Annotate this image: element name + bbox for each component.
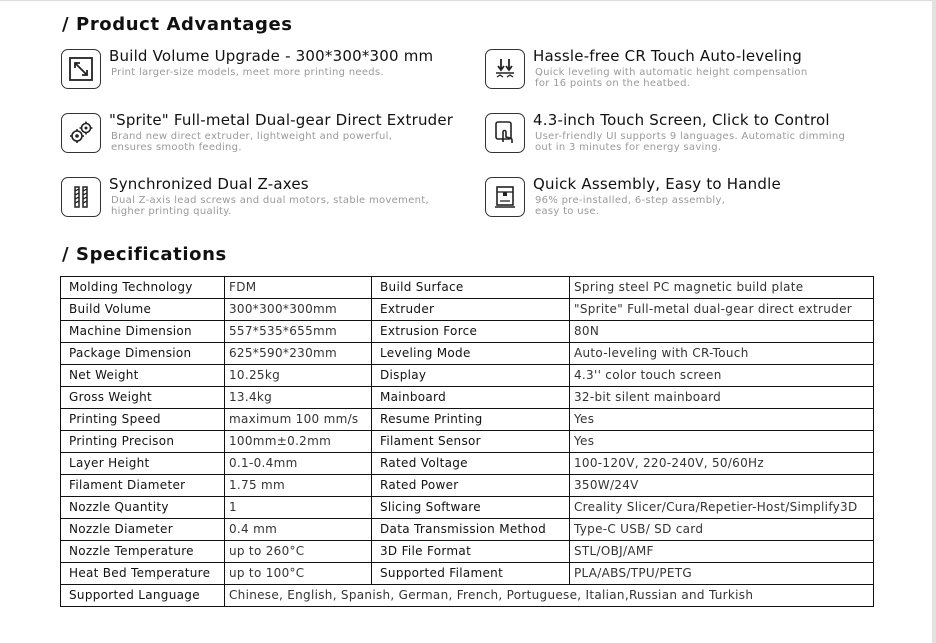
spec-value: 4.3'' color touch screen: [570, 365, 874, 387]
spec-label: Nozzle Diameter: [61, 519, 225, 541]
spec-value: STL/OBJ/AMF: [570, 541, 874, 563]
spec-label: Data Transmission Method: [372, 519, 570, 541]
spec-label: Layer Height: [61, 453, 225, 475]
feature-title: Hassle-free CR Touch Auto-leveling: [533, 47, 802, 65]
table-row: [61, 343, 874, 365]
spec-label: Slicing Software: [372, 497, 570, 519]
spec-value: 300*300*300mm: [225, 299, 372, 321]
spec-label: Build Volume: [61, 299, 225, 321]
spec-value: 557*535*655mm: [225, 321, 372, 343]
feature-title: Build Volume Upgrade - 300*300*300 mm: [109, 47, 434, 65]
spec-label: Gross Weight: [61, 387, 225, 409]
spec-label: Filament Diameter: [61, 475, 225, 497]
table-row: [61, 431, 874, 453]
spec-label: Heat Bed Temperature: [61, 563, 225, 585]
feature-title: Quick Assembly, Easy to Handle: [533, 175, 781, 193]
spec-label: Net Weight: [61, 365, 225, 387]
feature-title: 4.3-inch Touch Screen, Click to Control: [533, 111, 830, 129]
specifications-table: [60, 276, 874, 607]
table-row: [61, 453, 874, 475]
feature-desc: Quick leveling with automatic height compensation for 16 points on the heatbed.: [535, 67, 808, 89]
spec-value: "Sprite" Full-metal dual-gear direct extruder: [570, 299, 874, 321]
table-row: [61, 277, 874, 299]
touch-icon: [485, 113, 525, 153]
spec-value: 80N: [570, 321, 874, 343]
spec-value: 100mm±0.2mm: [225, 431, 372, 453]
spec-label: Mainboard: [372, 387, 570, 409]
spec-value: PLA/ABS/TPU/PETG: [570, 563, 874, 585]
feature-quick-assembly: [485, 176, 905, 222]
spec-value: Yes: [570, 409, 874, 431]
spec-label: Nozzle Quantity: [61, 497, 225, 519]
top-divider: [0, 0, 936, 1]
feature-build-volume: [61, 48, 481, 94]
feature-desc: User-friendly UI supports 9 languages. Automatic dimming out in 3 minutes for energy saving.: [535, 131, 846, 153]
spec-value: 1.75 mm: [225, 475, 372, 497]
feature-desc: Print larger-size models, meet more printing needs.: [111, 67, 384, 78]
spec-value: 10.25kg: [225, 365, 372, 387]
specifications-title: / Specifications: [62, 244, 227, 265]
resize-icon: [61, 49, 101, 89]
printer-frame-icon: [485, 177, 525, 217]
feature-title: Synchronized Dual Z-axes: [109, 175, 309, 193]
spec-label: Extrusion Force: [372, 321, 570, 343]
feature-extruder: [61, 112, 481, 158]
table-row: [61, 409, 874, 431]
spec-label: Extruder: [372, 299, 570, 321]
spec-value: 625*590*230mm: [225, 343, 372, 365]
spec-label: Rated Power: [372, 475, 570, 497]
spec-label: Resume Printing: [372, 409, 570, 431]
table-row: [61, 365, 874, 387]
table-row: [61, 585, 874, 607]
spec-value: 100-120V, 220-240V, 50/60Hz: [570, 453, 874, 475]
table-row: [61, 387, 874, 409]
table-row: [61, 541, 874, 563]
gears-icon: [61, 113, 101, 153]
spec-label: Supported Filament: [372, 563, 570, 585]
feature-desc: Dual Z-axis lead screws and dual motors, stable movement, higher printing quality.: [111, 195, 429, 217]
spec-value: Auto-leveling with CR-Touch: [570, 343, 874, 365]
spec-value: maximum 100 mm/s: [225, 409, 372, 431]
spec-value: FDM: [225, 277, 372, 299]
spec-value: 1: [225, 497, 372, 519]
table-row: [61, 321, 874, 343]
table-row: [61, 475, 874, 497]
feature-desc: 96% pre-installed, 6-step assembly, easy to use.: [535, 195, 726, 217]
spec-label: Package Dimension: [61, 343, 225, 365]
spec-value: 13.4kg: [225, 387, 372, 409]
spec-value: Spring steel PC magnetic build plate: [570, 277, 874, 299]
table-row: [61, 299, 874, 321]
scrollbar-track[interactable]: [932, 0, 936, 643]
spec-value: 350W/24V: [570, 475, 874, 497]
spec-label: Nozzle Temperature: [61, 541, 225, 563]
spec-label: 3D File Format: [372, 541, 570, 563]
spec-label: Rated Voltage: [372, 453, 570, 475]
spec-value: up to 260°C: [225, 541, 372, 563]
spec-value: 0.1-0.4mm: [225, 453, 372, 475]
table-row: [61, 563, 874, 585]
table-row: [61, 497, 874, 519]
feature-dual-z: [61, 176, 481, 222]
feature-auto-leveling: [485, 48, 905, 94]
spec-value: up to 100°C: [225, 563, 372, 585]
spec-value: Yes: [570, 431, 874, 453]
spec-label: Build Surface: [372, 277, 570, 299]
spec-label: Machine Dimension: [61, 321, 225, 343]
feature-desc: Brand new direct extruder, lightweight and powerful, ensures smooth feeding.: [111, 131, 393, 153]
spec-label: Filament Sensor: [372, 431, 570, 453]
spec-label: Supported Language: [61, 585, 225, 607]
leveling-icon: [485, 49, 525, 89]
spec-value: 0.4 mm: [225, 519, 372, 541]
spec-value: Type-C USB/ SD card: [570, 519, 874, 541]
spec-value: 32-bit silent mainboard: [570, 387, 874, 409]
spec-label: Molding Technology: [61, 277, 225, 299]
spec-label: Printing Precison: [61, 431, 225, 453]
advantages-title: / Product Advantages: [62, 14, 293, 35]
spec-value: Creality Slicer/Cura/Repetier-Host/Simplify3D: [570, 497, 874, 519]
table-row: [61, 519, 874, 541]
lead-screw-icon: [61, 177, 101, 217]
spec-label: Printing Speed: [61, 409, 225, 431]
spec-value: Chinese, English, Spanish, German, French, Portuguese, Italian,Russian and Turkish: [225, 585, 874, 607]
spec-label: Leveling Mode: [372, 343, 570, 365]
feature-touch-screen: [485, 112, 905, 158]
spec-label: Display: [372, 365, 570, 387]
feature-title: "Sprite" Full-metal Dual-gear Direct Extruder: [109, 111, 454, 129]
